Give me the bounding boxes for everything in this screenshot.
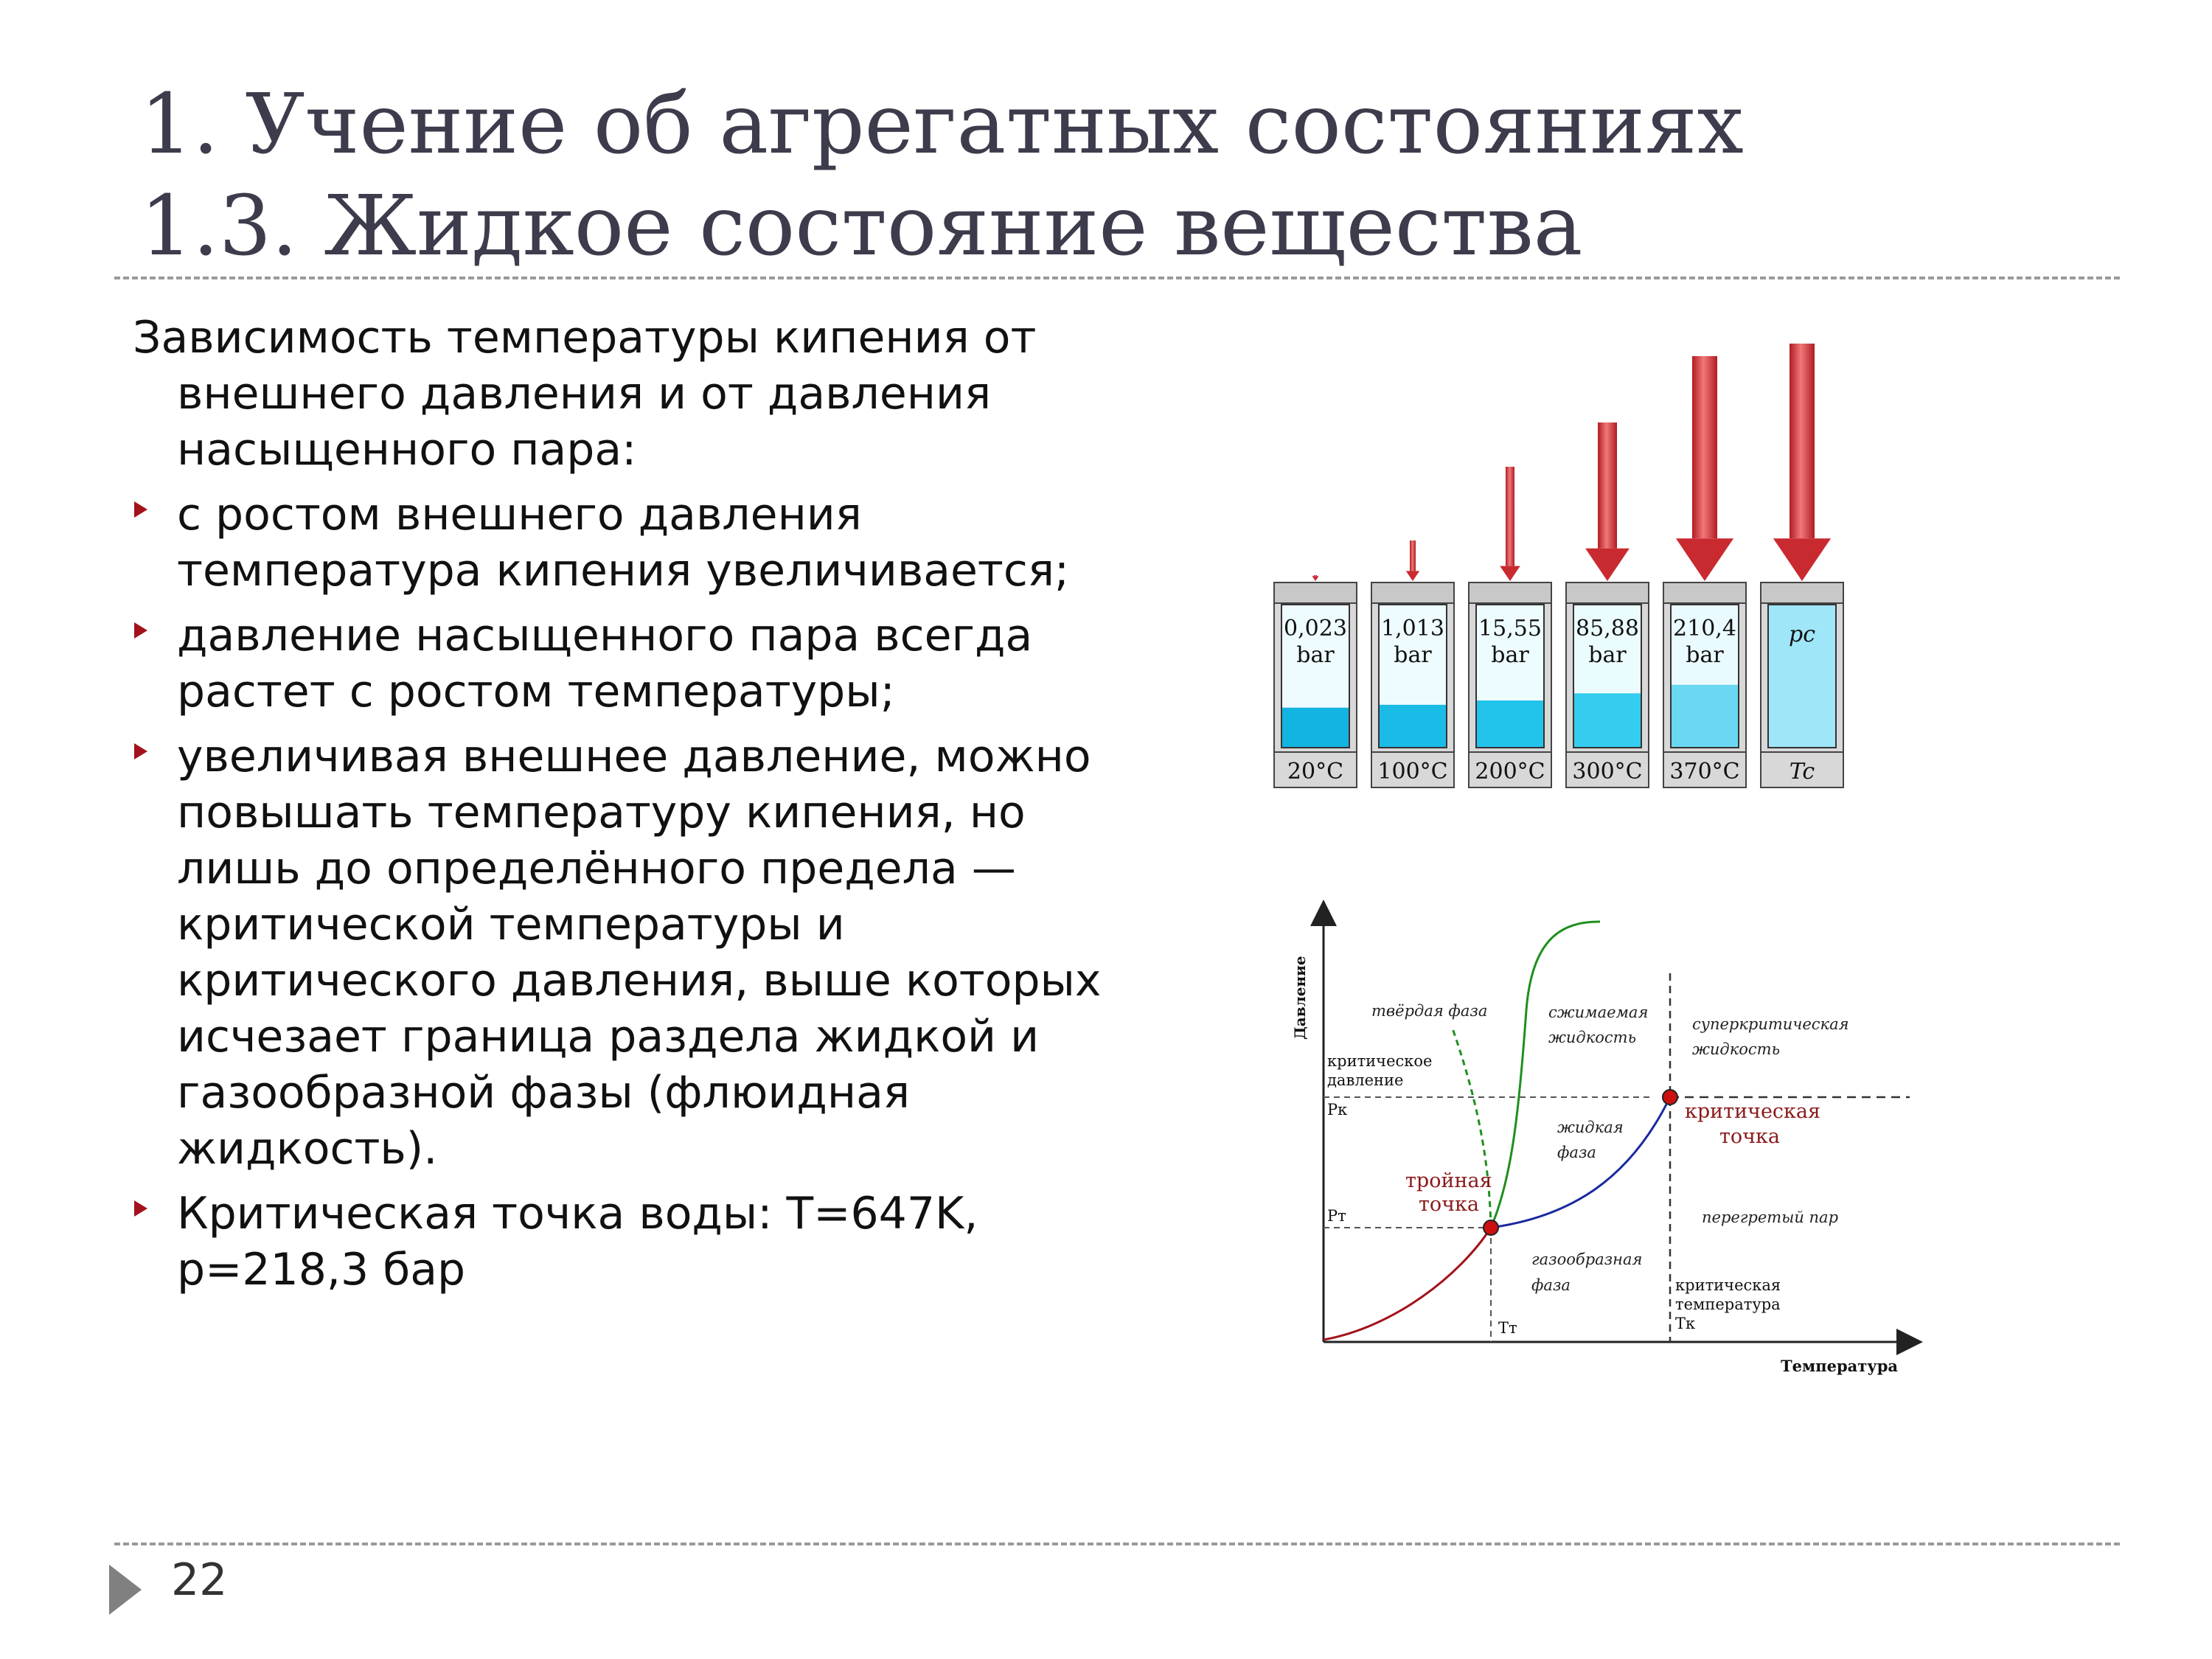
temperature-value: 20°C: [1287, 759, 1344, 785]
y-axis-label: Давление: [1291, 956, 1309, 1040]
label-crit-temp-1: критическая: [1675, 1276, 1781, 1294]
boiling-containers-illustration: [1268, 332, 1858, 804]
bullet-arrow-icon: [134, 501, 147, 518]
temperature-value: 300°C: [1572, 759, 1643, 785]
label-crit-pressure-2: давление: [1327, 1071, 1404, 1089]
bullet-arrow-icon: [134, 622, 147, 639]
bottom-divider: [114, 1543, 2120, 1545]
liquid-level: [1477, 700, 1543, 747]
triple-point: [1484, 1220, 1498, 1235]
pressure-container: [1469, 582, 1551, 787]
pressure-arrow: [1676, 356, 1733, 581]
x-axis-label: Температура: [1781, 1357, 1898, 1375]
bullet-item: [133, 608, 1121, 720]
label-triple-2: точка: [1419, 1193, 1480, 1216]
slide-title: [140, 74, 1744, 277]
vaporization-curve: [1491, 1097, 1670, 1228]
pressure-value: pc: [1788, 622, 1816, 647]
temperature-value: Tc: [1789, 759, 1815, 785]
content-body: [133, 310, 1121, 1307]
container-lid: [1663, 582, 1746, 603]
bullet-arrow-icon: [134, 743, 147, 759]
label-compressible-1: сжимаемая: [1548, 1004, 1649, 1021]
label-crit-point-2: точка: [1719, 1125, 1781, 1148]
intro-text: Зависимость температуры кипения от внешнего давления и от давления насыщенного пара:: [133, 312, 1037, 476]
pressure-arrow: [1312, 575, 1318, 581]
pressure-value: 1,013: [1381, 616, 1444, 641]
bullet-item: [133, 728, 1121, 1177]
critical-point: [1663, 1090, 1677, 1105]
pressure-value: 85,88: [1576, 616, 1639, 641]
liquid-level: [1282, 708, 1349, 747]
pressure-unit: bar: [1588, 642, 1627, 668]
liquid-level: [1672, 685, 1738, 747]
label-crit-point-1: критическая: [1685, 1100, 1821, 1123]
pressure-unit: bar: [1394, 642, 1432, 668]
bullet-text: с ростом внешнего давления температура кипения увеличивается;: [177, 489, 1070, 597]
bullet-text: давление насыщенного пара всегда растет с ростом температуры;: [177, 610, 1033, 717]
label-gas-2: фаза: [1531, 1276, 1571, 1294]
label-tk: Tк: [1675, 1315, 1696, 1332]
label-liquid-2: фаза: [1557, 1144, 1596, 1161]
pressure-arrow: [1585, 422, 1630, 581]
label-crit-pressure-1: критическое: [1327, 1052, 1433, 1070]
label-pt: Pт: [1327, 1207, 1346, 1225]
arrow-shaft: [1692, 356, 1717, 538]
label-triple-1: тройная: [1405, 1169, 1492, 1192]
pressure-unit: bar: [1296, 642, 1335, 668]
label-liquid-1: жидкая: [1557, 1119, 1624, 1136]
bullet-item: [133, 1186, 1121, 1298]
label-supercritical-2: жидкость: [1692, 1040, 1780, 1058]
temperature-value: 200°C: [1475, 759, 1545, 785]
pressure-container: [1761, 582, 1843, 787]
bullet-arrow-icon: [134, 1200, 147, 1217]
pressure-container: [1566, 582, 1649, 787]
pressure-value: 210,4: [1673, 616, 1736, 641]
arrow-shaft: [1314, 575, 1317, 576]
container-lid: [1566, 582, 1649, 603]
pressure-container: [1663, 582, 1746, 787]
arrow-head: [1585, 549, 1630, 581]
pressure-value: 15,55: [1478, 616, 1542, 641]
label-superheated: перегретый пар: [1702, 1208, 1839, 1226]
bullet-list: [133, 487, 1121, 1298]
label-tt: Tт: [1498, 1319, 1517, 1337]
temperature-value: 100°C: [1377, 759, 1448, 785]
pressure-arrow: [1406, 540, 1419, 581]
container-lid: [1274, 582, 1357, 603]
label-crit-temp-2: температура: [1675, 1295, 1781, 1313]
pressure-arrow: [1500, 467, 1520, 581]
sublimation-curve: [1324, 1228, 1491, 1340]
title-line-1: 1. Учение об агрегатных состояниях: [140, 77, 1744, 173]
pressure-unit: bar: [1686, 642, 1724, 668]
temperature-value: 370°C: [1669, 759, 1740, 785]
container-lid: [1371, 582, 1454, 603]
arrow-shaft: [1506, 467, 1514, 566]
arrow-head: [1676, 538, 1733, 581]
arrow-head: [1312, 576, 1318, 581]
arrow-head: [1773, 538, 1831, 581]
label-pk: Pк: [1327, 1101, 1348, 1119]
pressure-value: 0,023: [1284, 616, 1347, 641]
label-gas-1: газообразная: [1531, 1251, 1643, 1268]
top-divider: [114, 276, 2120, 279]
melting-curve-solid: [1491, 922, 1600, 1228]
pressure-unit: bar: [1491, 642, 1529, 668]
arrow-shaft: [1790, 344, 1815, 538]
label-supercritical-1: суперкритическая: [1692, 1015, 1849, 1033]
page-number: 22: [171, 1554, 228, 1606]
bullet-item: [133, 487, 1121, 599]
pressure-container: [1274, 582, 1357, 787]
pressure-arrow: [1773, 344, 1831, 581]
container-lid: [1761, 582, 1843, 603]
container-lid: [1469, 582, 1551, 603]
arrow-head: [1500, 566, 1520, 581]
label-compressible-2: жидкость: [1548, 1029, 1636, 1046]
arrow-head: [1406, 571, 1419, 581]
phase-diagram: [1283, 892, 1932, 1379]
title-line-2: 1.3. Жидкое состояние вещества: [140, 178, 1583, 274]
pressure-container: [1371, 582, 1454, 787]
liquid-level: [1574, 693, 1641, 747]
next-arrow-icon: [109, 1565, 142, 1615]
label-solid-phase: твёрдая фаза: [1371, 1002, 1488, 1020]
arrow-shaft: [1410, 540, 1416, 571]
liquid-level: [1380, 705, 1446, 747]
bullet-text: увеличивая внешнее давление, можно повышать температуру кипения, но лишь до определённого предела — критической температуры и критического давления, выше которых исчезает граница раздела жидкой и газообразной фазы (флюидная жидкость).: [177, 731, 1102, 1175]
bullet-text: Критическая точка воды: T=647K, p=218,3 бар: [177, 1188, 978, 1295]
arrow-shaft: [1598, 422, 1617, 549]
